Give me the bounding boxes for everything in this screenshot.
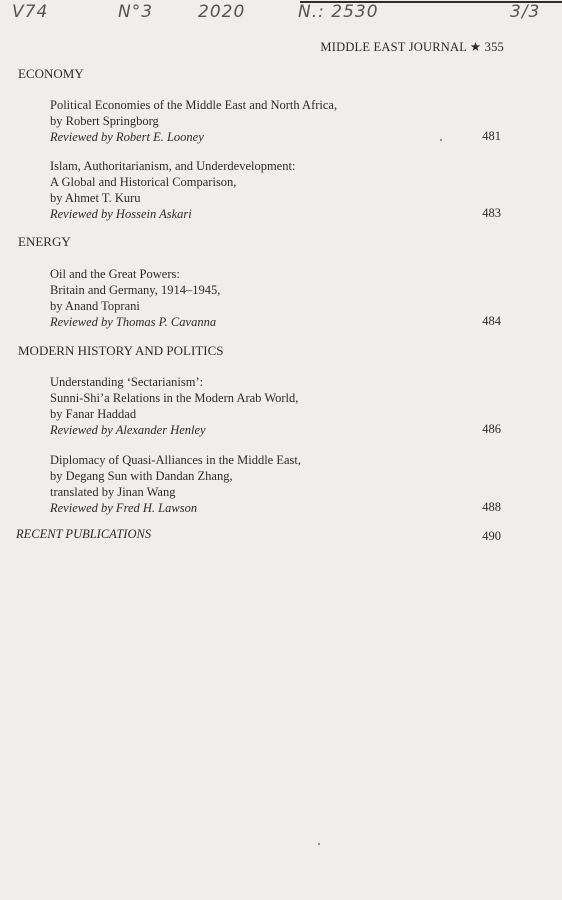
- handwritten-number: N°3: [118, 2, 154, 22]
- contents-entry: [50, 452, 510, 516]
- entry-author-line: by Anand Toprani: [50, 299, 140, 313]
- handwritten-page-fraction: 3/3: [510, 2, 541, 22]
- contents-entry: [50, 158, 510, 222]
- handwritten-year: 2020: [198, 2, 246, 22]
- entry-page-number: 483: [482, 206, 501, 220]
- recent-publications-label: RECENT PUBLICATIONS: [16, 527, 152, 541]
- entry-reviewer: Reviewed by Robert E. Looney: [50, 130, 204, 144]
- entry-author-line: by Fanar Haddad: [50, 407, 137, 421]
- entry-title-line: Oil and the Great Powers:: [50, 267, 180, 281]
- entry-author-line: by Ahmet T. Kuru: [50, 191, 141, 205]
- section-heading-modern-history-and-politics: MODERN HISTORY AND POLITICS: [18, 343, 224, 358]
- entry-title-line: Political Economies of the Middle East and North Africa,: [50, 98, 338, 112]
- entry-title-line: A Global and Historical Comparison,: [50, 175, 237, 189]
- entry-reviewer: Reviewed by Hossein Askari: [50, 207, 192, 221]
- contents-entry: [50, 97, 510, 145]
- entry-title-line: Sunni-Shi’a Relations in the Modern Arab World,: [50, 391, 299, 405]
- entry-title-line: Understanding ‘Sectarianism’:: [50, 375, 204, 389]
- entry-reviewer: Reviewed by Thomas P. Cavanna: [50, 315, 217, 329]
- entry-title-line: Diplomacy of Quasi-Alliances in the Middle East,: [50, 453, 301, 467]
- entry-page-number: 486: [482, 422, 501, 436]
- entry-title-line: Islam, Authoritarianism, and Underdevelopment:: [50, 159, 296, 173]
- entry-translator-line: translated by Jinan Wang: [50, 485, 176, 499]
- entry-page-number: 488: [482, 500, 501, 514]
- section-heading-economy: ECONOMY: [18, 66, 84, 81]
- contents-entry: [50, 374, 510, 438]
- entry-author-line: by Degang Sun with Dandan Zhang,: [50, 469, 233, 483]
- entry-title-line: Britain and Germany, 1914–1945,: [50, 283, 221, 297]
- recent-publications-page: 490: [482, 529, 501, 543]
- entry-author-line: by Robert Springborg: [50, 114, 159, 128]
- entry-page-number: 484: [482, 314, 501, 328]
- paper-speck: [318, 843, 320, 845]
- entry-reviewer: Reviewed by Fred H. Lawson: [50, 501, 198, 515]
- running-head: MIDDLE EAST JOURNAL ★ 355: [320, 40, 504, 54]
- handwritten-no: N.: 2530: [298, 2, 379, 22]
- handwritten-volume: V74: [12, 2, 49, 22]
- contents-entry: [50, 266, 510, 330]
- paper-speck: [440, 139, 442, 141]
- section-heading-energy: ENERGY: [18, 234, 71, 249]
- entry-page-number: 481: [482, 129, 501, 143]
- entry-reviewer: Reviewed by Alexander Henley: [50, 423, 206, 437]
